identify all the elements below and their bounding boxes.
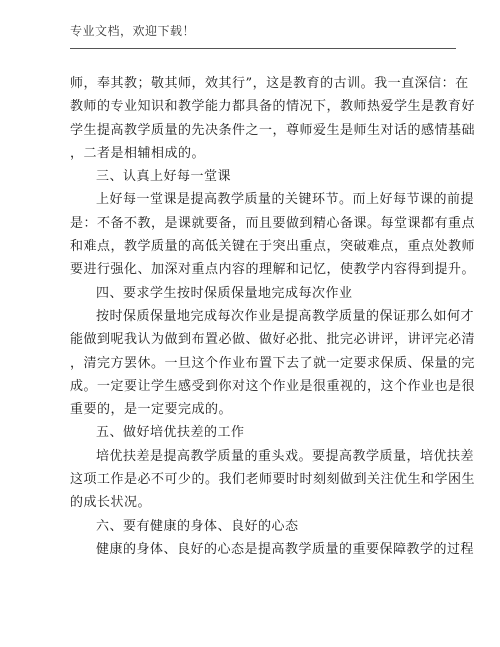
paragraph-line: 上好每一堂课是提高教学质量的关键环节。而上好每节课的前提	[96, 192, 475, 208]
section-heading: 五、做好培优扶差的工作	[96, 425, 245, 441]
paragraph-line: 健康的身体、良好的心态是提高教学质量的重要保障教学的过程	[96, 541, 475, 557]
paragraph-line: 这项工作是必不可少的。我们老师要时时刻刻做到关注优生和学困生	[70, 472, 476, 488]
paragraph-line: 是：不备不教，是课就要备，而且要做到精心备课。每堂课都有重点	[70, 215, 476, 231]
section-heading: 四、要求学生按时保质保量地完成每次作业	[96, 285, 353, 301]
paragraph-line: 成。一定要让学生感受到你对这个作业是很重视的，这个作业也是很	[70, 378, 476, 394]
paragraph-line: 能做到呢我认为做到布置必做、做好必批、批完必讲评，讲评完必清	[70, 332, 476, 348]
paragraph-line: 教师的专业知识和教学能力都具备的情况下，教师热爱学生是教育好	[70, 99, 476, 115]
header-divider	[70, 48, 456, 49]
section-heading: 三、认真上好每一堂课	[96, 169, 232, 185]
page-header: 专业文档，欢迎下载！	[70, 24, 196, 38]
document-body	[70, 72, 476, 561]
paragraph-line: 和难点，教学质量的高低关键在于突出重点，突破难点，重点处教师	[70, 239, 476, 255]
section-heading: 六、要有健康的身体、良好的心态	[96, 518, 299, 534]
paragraph-line: 的成长状况。	[70, 495, 152, 511]
paragraph-line: 按时保质保量地完成每次作业是提高教学质量的保证那么如何才	[96, 308, 475, 324]
paragraph-line: 师，奉其教；敬其师，效其行”，这是教育的古训。我一直深信：在	[70, 76, 469, 91]
paragraph-line: ，二者是相辅相成的。	[70, 145, 206, 161]
paragraph-line: 重要的，是一定要完成的。	[70, 402, 233, 418]
paragraph-line: 要进行强化、加深对重点内容的理解和记忆，使教学内容得到提升。	[70, 262, 476, 278]
paragraph-line: ，清完方罢休。一旦这个作业布置下去了就一定要求保质、保量的完	[70, 355, 476, 371]
paragraph-line: 学生提高教学质量的先决条件之一，尊师爱生是师生对话的感情基础	[70, 122, 476, 138]
paragraph-line: 培优扶差是提高教学质量的重头戏。要提高教学质量，培优扶差	[96, 448, 475, 464]
